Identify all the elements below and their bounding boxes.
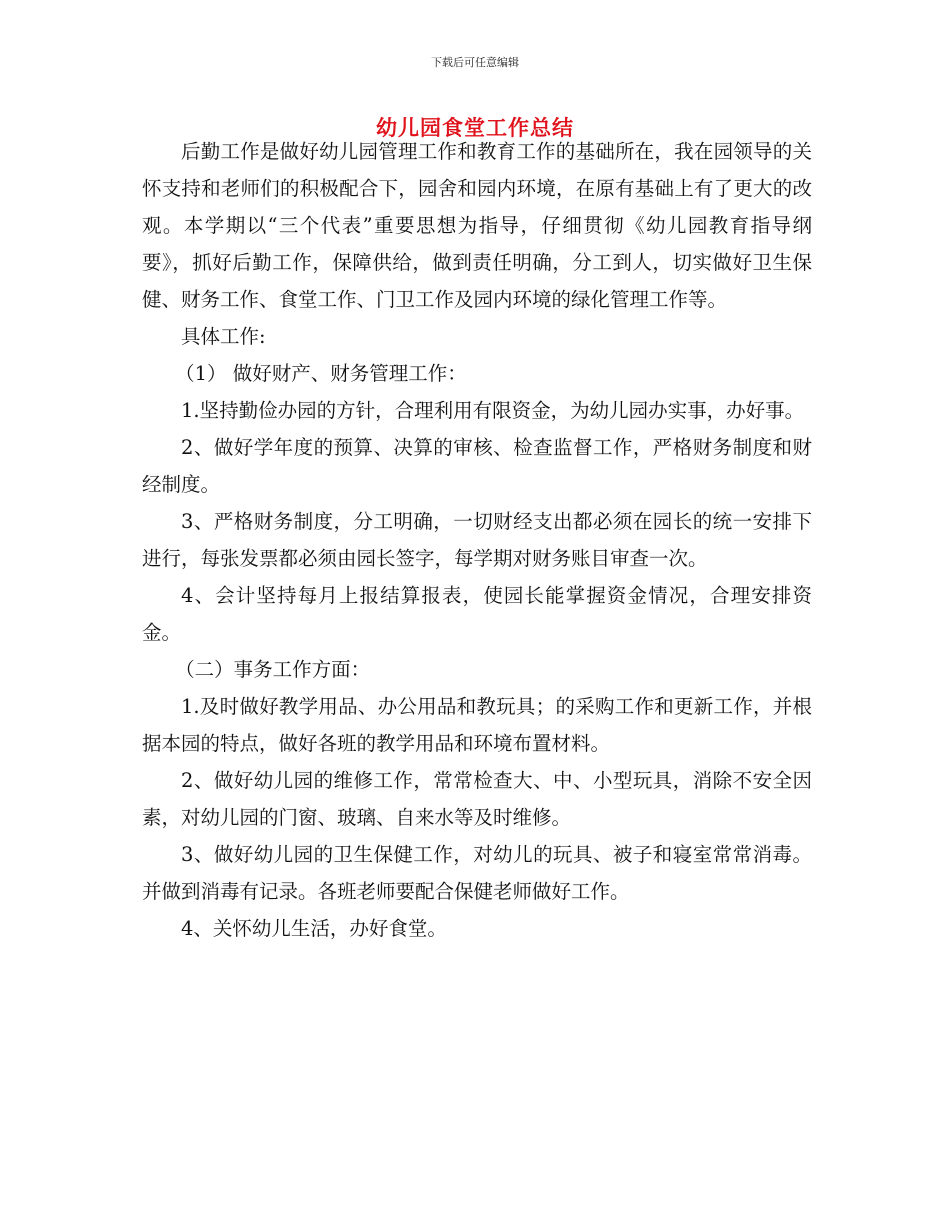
paragraph-intro: 后勤工作是做好幼儿园管理工作和教育工作的基础所在，我在园领导的关怀支持和老师们的积极配合下，园舍和园内环境，在原有基础上有了更大的改观。本学期以“三个代表”重要思想为指导，仔细贯彻《幼儿园教育指导纲要》，抓好后勤工作，保障供给，做到责任明确，分工到人，切实做好卫生保健、财务工作、食堂工作、门卫工作及园内环境的绿化管理工作等。: [142, 140, 812, 311]
section-heading-finance: （1） 做好财产、财务管理工作：: [175, 362, 467, 385]
paragraph-affairs-2: 2、做好幼儿园的维修工作，常常检查大、中、小型玩具，消除不安全因素，对幼儿园的门窗、玻璃、自来水等及时维修。: [142, 769, 812, 829]
paragraph-affairs-3: 3、做好幼儿园的卫生保健工作，对幼儿的玩具、被子和寝室常常消毒。并做到消毒有记录。各班老师要配合保健老师做好工作。: [142, 843, 812, 903]
section-heading-affairs: （二）事务工作方面：: [175, 658, 371, 681]
paragraph-affairs-1: 1.及时做好教学用品、办公用品和教玩具；的采购工作和更新工作，并根据本园的特点，做好各班的教学用品和环境布置材料。: [142, 695, 812, 755]
document-title: 幼儿园食堂工作总结: [376, 116, 574, 140]
paragraph-affairs-4: 4、关怀幼儿生活，办好食堂。: [181, 917, 447, 940]
paragraph-finance-3: 3、严格财务制度，分工明确，一切财经支出都必须在园长的统一安排下进行，每张发票都必须由园长签字，每学期对财务账目审查一次。: [142, 510, 812, 570]
document-body: [142, 133, 812, 947]
paragraph-finance-4: 4、会计坚持每月上报结算报表，使园长能掌握资金情况，合理安排资金。: [142, 584, 812, 644]
paragraph-finance-2: 2、做好学年度的预算、决算的审核、检查监督工作，严格财务制度和财经制度。: [142, 436, 812, 496]
paragraph-specific-work: 具体工作:: [181, 325, 266, 348]
paragraph-finance-1: 1.坚持勤俭办园的方针，合理利用有限资金，为幼儿园办实事，办好事。: [181, 399, 805, 422]
header-note: 下载后可任意编辑: [431, 56, 519, 69]
